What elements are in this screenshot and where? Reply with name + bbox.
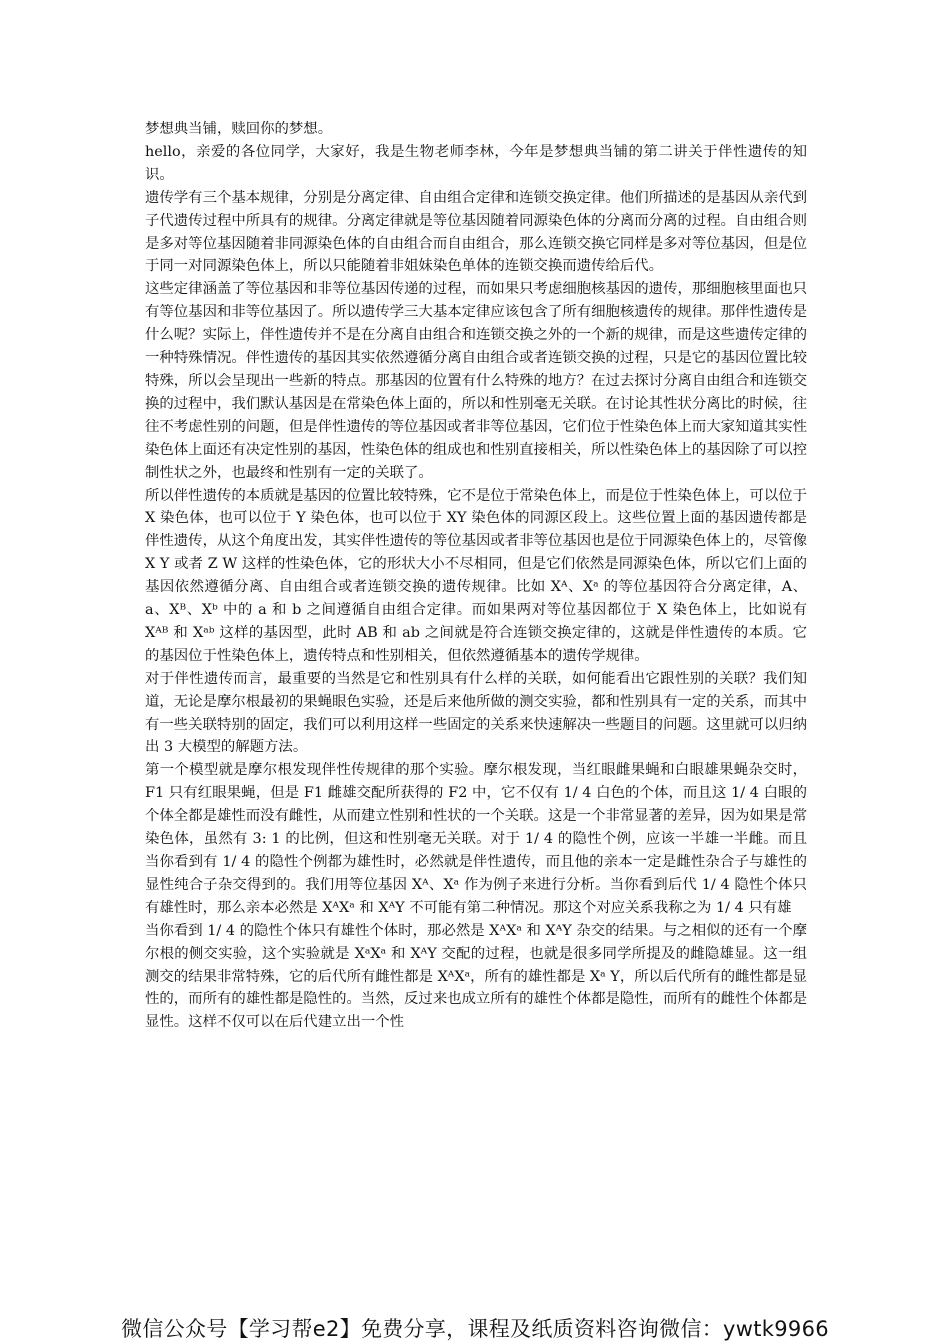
paragraph-three-laws: 遗传学有三个基本规律，分别是分离定律、自由组合定律和连锁交换定律。他们所描述的是基因从亲代到子代遗传过程中所具有的规律。分离定律就是等位基因随着同源染色体的分离而分离的过程。自由组合则是多对等位基因随着非同源染色体的自由组合而自由组合，那么连锁交换它同样是多对等位基因，但是位于同一对同源染色体上，所以只能随着非姐妹染色单体的连锁交换而遗传给后代。 bbox=[145, 189, 807, 275]
paragraph-essence: 所以伴性遗传的本质就是基因的位置比较特殊，它不是位于常染色体上，而是位于性染色体上，可以位于 X 染色体，也可以位于 Y 染色体，也可以位于 XY 染色体的同源区段上。这些位置上面的基因遗传都是伴性遗传，从这个角度出发，其实伴性遗传的等位基因或者非等位基因也是位于同源染色体上的，尽管像 X Y 或者 Z W 这样的性染色体，它的形状大小不尽相同，但是它们依然是同源染色体，所以它们上面的基因依然遵循分离、自由组合或者连锁交换的遗传规律。比如 Xᴬ、Xᵃ 的等位基因符合分离定律，A、a、Xᴮ、Xᵇ 中的 a 和 b 之间遵循自由组合定律。而如果两对等位基因都位于 X 染色体上，比如说有 Xᴬᴮ 和 Xᵃᵇ 这样的基因型，此时 AB 和 ab 之间就是符合连锁交换定律的，这就是伴性遗传的本质。它的基因位于性染色体上，遗传特点和性别相关，但依然遵循基本的遗传学规律。 bbox=[145, 487, 807, 664]
paragraph-title: 梦想典当铺，赎回你的梦想。 bbox=[145, 121, 333, 137]
paragraph-laws-coverage: 这些定律涵盖了等位基因和非等位基因传递的过程，而如果只考虑细胞核基因的遗传，那细胞核里面也只有等位基因和非等位基因了。所以遗传学三大基本定律应该包含了所有细胞核遗传的规律。那伴性遗传是什么呢？实际上，伴性遗传并不是在分离自由组合和连锁交换之外的一个新的规律，而是这些遗传定律的一种特殊情况。伴性遗传的基因其实依然遵循分离自由组合或者连锁交换的过程，只是它的基因位置比较特殊，所以会呈现出一些新的特点。那基因的位置有什么特殊的地方？在过去探讨分离自由组合和连锁交换的过程中，我们默认基因是在常染色体上面的，所以和性别毫无关联。在讨论其性状分离比的时候，往往不考虑性别的问题，但是伴性遗传的等位基因或者非等位基因，它们位于性染色体上而大家知道其实性染色体上面还有决定性别的基因，性染色体的组成也和性别直接相关，所以性染色体上的基因除了可以控制性状之外，也最终和性别有一定的关联了。 bbox=[145, 281, 807, 481]
paragraph-intro: hello，亲爱的各位同学，大家好，我是生物老师李林，今年是梦想典当铺的第二讲关于伴性遗传的知识。 bbox=[145, 143, 807, 183]
paragraph-testcross: 当你看到 1/ 4 的隐性个体只有雄性个体时，那必然是 XᴬXᵃ 和 XᴬY 杂交的结果。与之相似的还有一个摩尔根的侧交实验，这个实验就是 XᵃXᵃ 和 XᴬY 交配的过程，也就是很多同学所提及的雌隐雄显。这一组测交的结果非常特殊，它的后代所有雌性都是 XᴬXᵃ，所有的雄性都是 Xᵃ Y，所以后代所有的雌性都是显性的，而所有的雄性都是隐性的。当然，反过来也成立所有的雄性个体都是隐性，而所有的雌性个体都是显性。这样不仅可以在后代建立出一个性 bbox=[145, 922, 807, 1031]
paragraph-model-one: 第一个模型就是摩尔根发现伴性传规律的那个实验。摩尔根发现，当红眼雌果蝇和白眼雄果蝇杂交时， F1 只有红眼果蝇，但是 F1 雌雄交配所获得的 F2 中，它不仅有 1/ 4 白色的个体，而且这 1/ 4 白眼的个体全都是雄性而没有雌性，从而建立性别和性状的一个关联。这是一个非常显著的差异，因为如果是常染色体，虽然有 3: 1 的比例，但这和性别毫无关联。对于 1/ 4 的隐性个例，应该一半雄一半雌。而且当你看到有 1/ 4 的隐性个例都为雄性时，必然就是伴性遗传，而且他的亲本一定是雌性杂合子与雄性的显性纯合子杂交得到的。我们用等位基因 Xᴬ、Xᵃ 作为例子来进行分析。当你看到后代 1/ 4 隐性个体只有雄性时，那么亲本必然是 XᴬXᵃ 和 XᴬY 不可能有第二种情况。那这个对应关系我称之为 1/ 4 只有雄 bbox=[145, 762, 807, 916]
paragraph-sex-association: 对于伴性遗传而言，最重要的当然是它和性别具有什么样的关联，如何能看出它跟性别的关联？我们知道，无论是摩尔根最初的果蝇眼色实验，还是后来他所做的测交实验，都和性别具有一定的关系，而其中有一些关联特别的固定，我们可以利用这样一些固定的关系来快速解决一些题目的问题。这里就可以归纳出 3 大模型的解题方法。 bbox=[145, 670, 807, 756]
document-body bbox=[145, 118, 807, 1034]
footer-watermark: 微信公众号【学习帮e2】免费分享，课程及纸质资料咨询微信：ywtk9966 bbox=[121, 1317, 829, 1341]
